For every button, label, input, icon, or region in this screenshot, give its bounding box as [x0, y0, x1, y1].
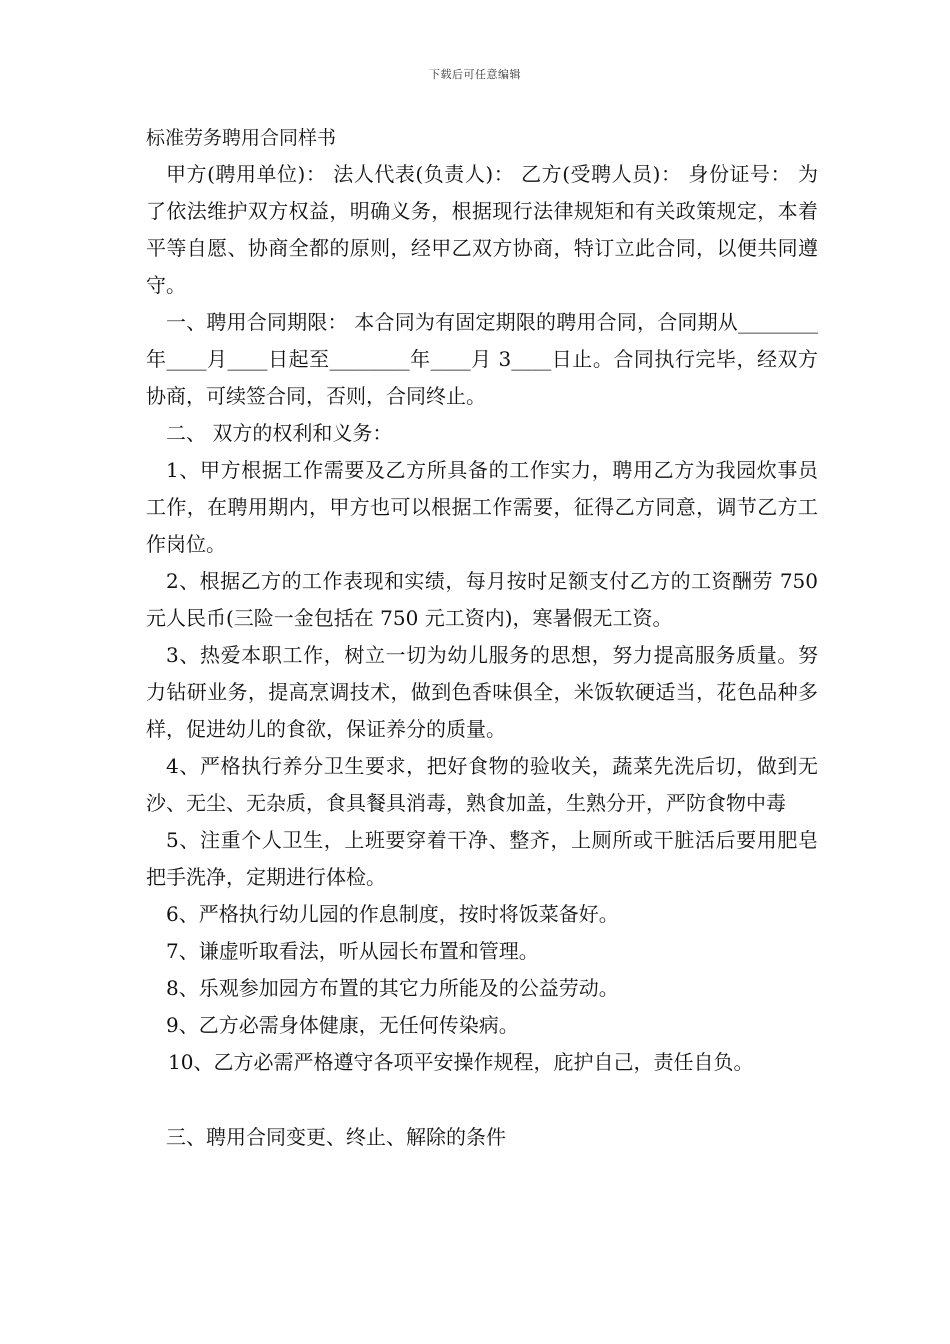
- list-item: 8、乐观参加园方布置的其它力所能及的公益劳动。: [166, 976, 619, 1000]
- list-item: 7、谦虚听取看法，听从园长布置和管理。: [166, 939, 539, 963]
- page-header: 下载后可任意编辑: [429, 68, 521, 81]
- rights-list: [146, 452, 818, 1081]
- list-item: 1、甲方根据工作需要及乙方所具备的工作实力，聘用乙方为我园炊事员工作，在聘用期内，甲方也可以根据工作需要，征得乙方同意，调节乙方工作岗位。: [146, 458, 818, 556]
- list-item: 6、严格执行幼儿园的作息制度，按时将饭菜备好。: [166, 902, 619, 926]
- document-title: 标准劳务聘用合同样书: [146, 127, 337, 149]
- spacer: [146, 1081, 818, 1119]
- list-item: 9、乙方必需身体健康，无任何传染病。: [166, 1013, 519, 1037]
- list-item: 4、严格执行养分卫生要求，把好食物的验收关，蔬菜先洗后切，做到无沙、无尘、无杂质，食具餐具消毒，熟食加盖，生熟分开，严防食物中毒: [146, 754, 818, 815]
- list-item: 10、乙方必需严格遵守各项平安操作规程，庇护自己，责任自负。: [168, 1050, 754, 1074]
- section-change-title: 三、聘用合同变更、终止、解除的条件: [166, 1125, 506, 1149]
- section-term: 一、聘用合同期限： 本合同为有固定期限的聘用合同，合同期从________年____月____日起至________年____月 3____日止。合同执行完毕，经双方协商，可续签合同，否则，合同终止。: [146, 310, 818, 408]
- list-item: 5、注重个人卫生，上班要穿着干净、整齐，上厕所或干脏活后要用肥皂把手洗净，定期进行体检。: [146, 828, 818, 889]
- list-item: 3、热爱本职工作，树立一切为幼儿服务的思想，努力提高服务质量。努力钻研业务，提高烹调技术，做到色香味俱全，米饭软硬适当，花色品种多样，促进幼儿的食欲，保证养分的质量。: [146, 643, 818, 741]
- document-body: [146, 124, 818, 1156]
- contract-intro: 甲方(聘用单位)： 法人代表(负责人)： 乙方(受聘人员)： 身份证号： 为了依法维护双方权益，明确义务，根据现行法律规矩和有关政策规定，本着平等自愿、协商全都的原则，经甲乙双方协商，特订立此合同，以便共同遵守。: [146, 162, 818, 297]
- list-item: 2、根据乙方的工作表现和实绩，每月按时足额支付乙方的工资酬劳 750 元人民币(三险一金包括在 750 元工资内)，寒暑假无工资。: [146, 569, 818, 630]
- section-rights-title: 二、 双方的权利和义务：: [166, 421, 393, 445]
